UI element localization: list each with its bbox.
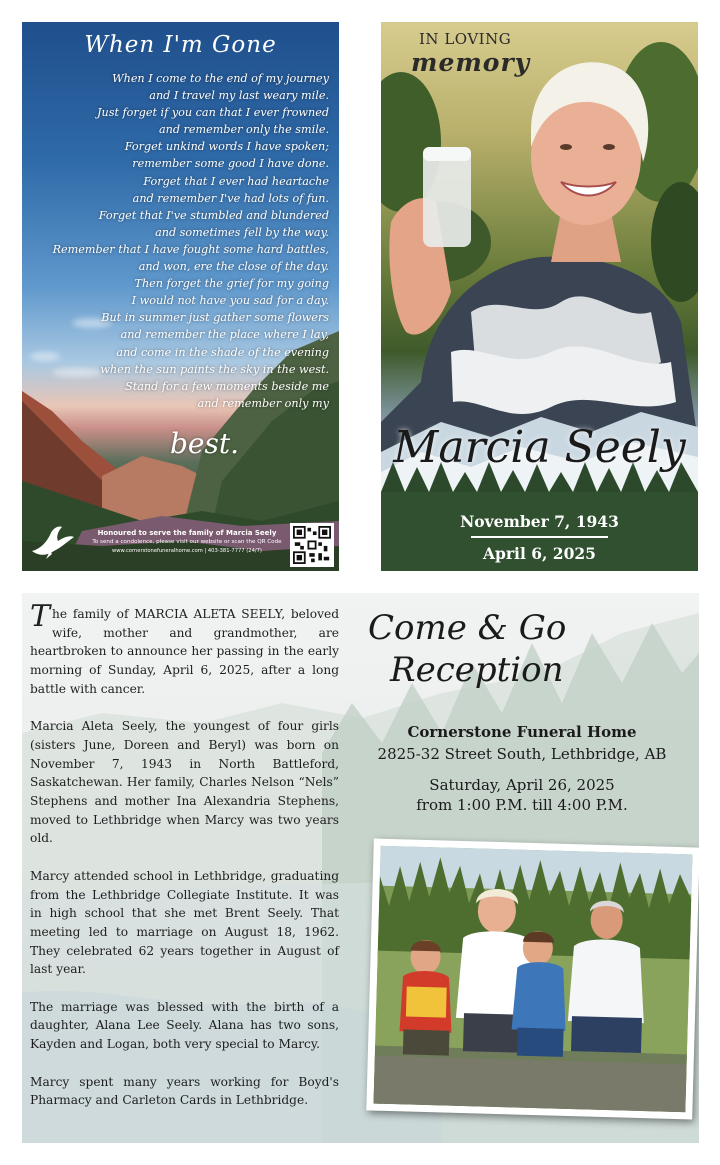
poem-card [22,22,339,571]
reception-time: from 1:00 P.M. till 4:00 P.M. [416,796,628,814]
poem-line: But in summer just gather some flowers [101,311,329,325]
poem-line: Forget that I've stumbled and blundered [98,208,329,222]
obituary-paragraph: The marriage was blessed with the birth of a daughter, Alana Lee Seely. Alana has two sons, Kayden and Logan, both very special to Marcy. [30,999,339,1052]
dove-icon [28,521,76,563]
poem-line: and remember only the smile. [158,123,329,137]
family-photo [366,839,699,1120]
poem-line: Then forget the grief for my going [134,277,329,291]
poem-line: and won, ere the close of the day. [138,260,329,274]
reception-heading-line2: Reception [390,650,564,690]
poem-line: Remember that I have fought some hard battles, [52,242,329,256]
qr-code-icon [293,526,331,564]
footer-condolence: To send a condolence, please visit our website or scan the QR Code [92,539,282,545]
obituary-paragraph: Marcia Aleta Seely, the youngest of four girls (sisters June, Doreen and Beryl) was born on November 7, 1943 in North Battleford, Saskatchewan. Her family, Charles Nelson “Nels” Stephens and mother Ina Alexandria Stephens, moved to Lethbridge when Marcy was two years old. [30,719,339,846]
footer-text [82,529,292,556]
reception-date: Saturday, April 26, 2025 [429,776,615,794]
poem-line: and remember I've had lots of fun. [132,191,329,205]
obituary-card [22,593,699,1143]
poem-line: and remember the place where I lay, [120,328,329,342]
reception-heading [368,607,566,691]
poem-text [39,70,329,412]
poem-line: when the sun paints the sky in the west. [100,362,329,376]
portrait-card [381,22,698,571]
death-date: April 6, 2025 [483,544,596,563]
poem-line: remember some good I have done. [132,157,329,171]
birth-date: November 7, 1943 [460,512,619,531]
obituary-text [30,599,339,1129]
poem-last-word: best. [170,427,240,460]
reception-heading-line1: Come & Go [368,608,567,648]
poem-line: and come in the shade of the evening [116,345,329,359]
venue-name: Cornerstone Funeral Home [407,723,637,741]
obituary-paragraph: Marcy spent many years working for Boyd's Pharmacy and Carleton Cards in Lethbridge. [30,1074,339,1108]
poem-line: and sometimes fell by the way. [155,225,329,239]
poem-line: and remember only my [197,396,329,410]
poem-line: and I travel my last weary mile. [149,89,329,103]
footer-contact[interactable]: www.cornerstonefuneralhome.com | 403-381-7777 (24/7) [112,548,262,554]
family-photo-image [373,846,692,1113]
deceased-name: Marcia Seely [393,422,686,473]
portrait-photo [381,22,698,571]
poem-title: When I'm Gone [84,32,277,58]
poem-line: Stand for a few moments beside me [125,379,329,393]
in-loving-heading: IN LOVING [419,30,512,48]
obituary-paragraph: The family of MARCIA ALETA SEELY, beloved wife, mother and grandmother, are heartbroken to announce her passing in the early morning of Sunday, April 6, 2025, after a long battle with cancer. [30,599,339,696]
poem-line: Forget unkind words I have spoken; [124,140,329,154]
qr-code[interactable] [290,523,334,567]
venue-address: 2825-32 Street South, Lethbridge, AB [377,745,667,763]
obituary-paragraph: Marcy attended school in Lethbridge, graduating from the Lethbridge Collegiate Institute. It was in high school that she met Brent Seely. That meeting led to marriage on August 18, 1962. They celebrated 62 years together in August of last year. [30,868,339,977]
poem-line: Just forget if you can that I ever frowned [97,106,329,120]
funeral-home-footer [22,519,339,571]
footer-honoured: Honoured to serve the family of Marcia Seely [97,529,277,537]
poem-line: I would not have you sad for a day. [131,294,329,308]
memory-heading: memory [411,48,531,77]
poem-line: When I come to the end of my journey [112,72,329,85]
date-divider [471,536,608,538]
poem-line: Forget that I ever had heartache [143,174,329,188]
